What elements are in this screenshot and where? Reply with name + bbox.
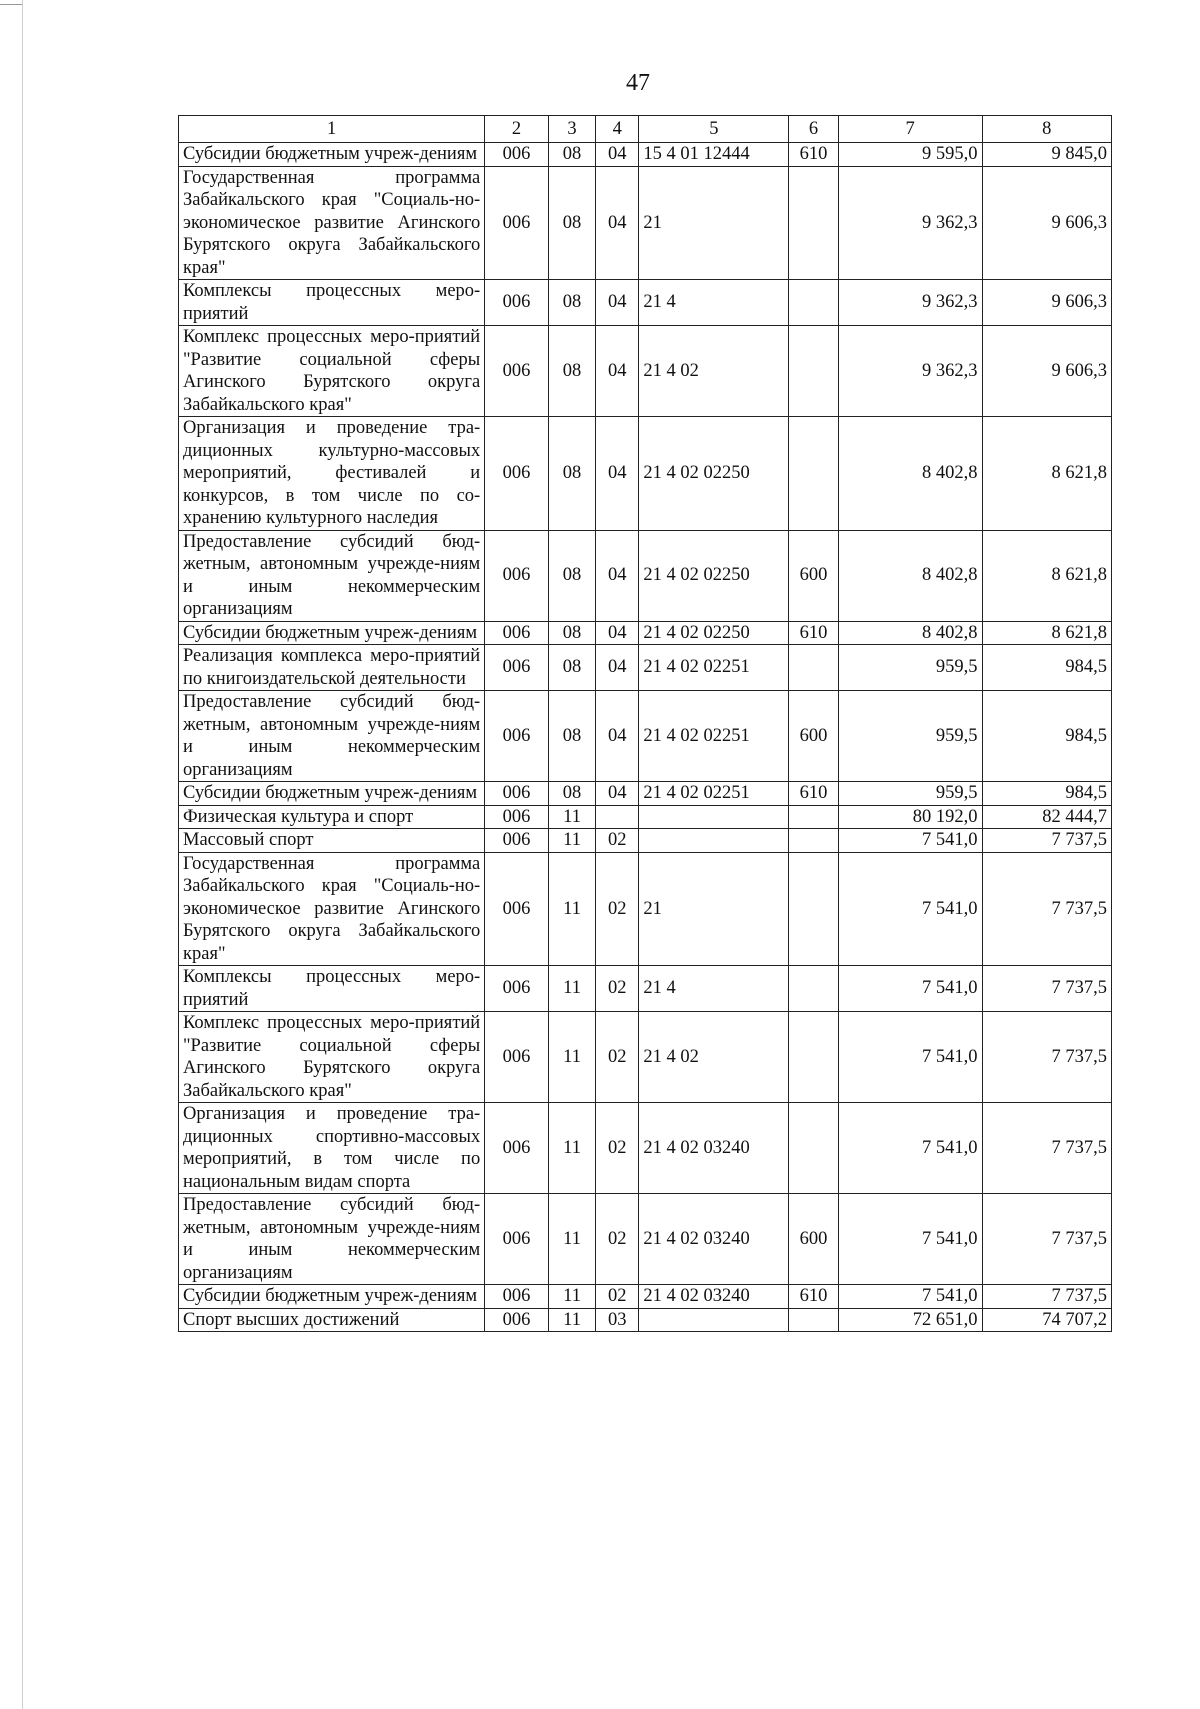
table-cell-subsection <box>596 805 639 829</box>
table-cell-amount-year2: 984,5 <box>982 691 1112 782</box>
table-cell-expense-type <box>789 1012 838 1103</box>
table-cell-name: Предоставление субсидий бюд-жетным, автономным учрежде-ниям и иным некоммерческим организациям <box>179 530 485 621</box>
table-cell-code: 006 <box>485 805 549 829</box>
table-cell-subsection: 04 <box>596 143 639 167</box>
table-cell-target-article: 21 4 02 03240 <box>639 1103 789 1194</box>
table-cell-subsection: 04 <box>596 645 639 691</box>
scan-corner-mark <box>0 4 22 5</box>
table-cell-subsection: 04 <box>596 166 639 280</box>
table-cell-code: 006 <box>485 280 549 326</box>
table-cell-amount-year1: 8 402,8 <box>838 530 982 621</box>
table-cell-target-article: 21 4 02 03240 <box>639 1194 789 1285</box>
table-cell-section: 08 <box>548 645 595 691</box>
table-row <box>179 1012 1112 1103</box>
table-cell-name: Субсидии бюджетным учреж-дениям <box>179 782 485 806</box>
table-cell-subsection: 02 <box>596 966 639 1012</box>
table-cell-target-article: 21 4 <box>639 966 789 1012</box>
table-cell-target-article: 21 4 02 02250 <box>639 621 789 645</box>
table-cell-expense-type: 610 <box>789 782 838 806</box>
header-col-8: 8 <box>982 116 1112 143</box>
table-cell-amount-year1: 959,5 <box>838 691 982 782</box>
table-cell-code: 006 <box>485 1285 549 1309</box>
table-cell-code: 006 <box>485 143 549 167</box>
table-cell-code: 006 <box>485 621 549 645</box>
table-cell-amount-year2: 984,5 <box>982 782 1112 806</box>
table-cell-subsection: 02 <box>596 1285 639 1309</box>
table-cell-amount-year2: 984,5 <box>982 645 1112 691</box>
table-cell-code: 006 <box>485 782 549 806</box>
table-cell-amount-year2: 74 707,2 <box>982 1308 1112 1332</box>
table-cell-target-article: 21 4 <box>639 280 789 326</box>
table-cell-amount-year1: 9 362,3 <box>838 280 982 326</box>
table-cell-amount-year1: 959,5 <box>838 782 982 806</box>
table-cell-amount-year1: 7 541,0 <box>838 1012 982 1103</box>
table-cell-subsection: 04 <box>596 326 639 417</box>
table-cell-name: Предоставление субсидий бюд-жетным, автономным учрежде-ниям и иным некоммерческим организациям <box>179 691 485 782</box>
table-cell-section: 11 <box>548 1308 595 1332</box>
table-cell-expense-type: 610 <box>789 143 838 167</box>
table-cell-subsection: 04 <box>596 417 639 531</box>
page-number: 47 <box>626 70 650 96</box>
table-cell-subsection: 02 <box>596 852 639 966</box>
table-row <box>179 1194 1112 1285</box>
table-cell-name: Спорт высших достижений <box>179 1308 485 1332</box>
table-cell-section: 11 <box>548 1194 595 1285</box>
table-cell-amount-year1: 80 192,0 <box>838 805 982 829</box>
header-col-1: 1 <box>179 116 485 143</box>
table-cell-amount-year2: 8 621,8 <box>982 621 1112 645</box>
table-cell-section: 11 <box>548 829 595 853</box>
table-cell-expense-type <box>789 852 838 966</box>
table-cell-expense-type: 600 <box>789 691 838 782</box>
table-cell-name: Комплекс процессных меро-приятий "Развитие социальной сферы Агинского Бурятского округа Забайкальского края" <box>179 1012 485 1103</box>
table-cell-amount-year1: 7 541,0 <box>838 1194 982 1285</box>
table-cell-code: 006 <box>485 645 549 691</box>
table-cell-subsection: 02 <box>596 1012 639 1103</box>
table-cell-target-article: 21 <box>639 852 789 966</box>
header-col-7: 7 <box>838 116 982 143</box>
header-col-3: 3 <box>548 116 595 143</box>
table-cell-name: Комплекс процессных меро-приятий "Развитие социальной сферы Агинского Бурятского округа Забайкальского края" <box>179 326 485 417</box>
budget-table <box>178 115 1112 1332</box>
table-cell-section: 08 <box>548 621 595 645</box>
table-cell-amount-year1: 9 595,0 <box>838 143 982 167</box>
header-col-2: 2 <box>485 116 549 143</box>
table-cell-target-article: 21 4 02 02251 <box>639 782 789 806</box>
table-cell-name: Государственная программа Забайкальского края "Социаль-но-экономическое развитие Агинского Бурятского округа Забайкальского края" <box>179 852 485 966</box>
table-cell-section: 11 <box>548 966 595 1012</box>
table-cell-name: Организация и проведение тра-диционных спортивно-массовых мероприятий, в том числе по национальным видам спорта <box>179 1103 485 1194</box>
table-cell-amount-year2: 7 737,5 <box>982 1103 1112 1194</box>
table-cell-amount-year2: 9 606,3 <box>982 326 1112 417</box>
table-cell-subsection: 04 <box>596 530 639 621</box>
header-col-5: 5 <box>639 116 789 143</box>
table-cell-code: 006 <box>485 691 549 782</box>
table-cell-section: 08 <box>548 280 595 326</box>
table-cell-expense-type <box>789 1308 838 1332</box>
column-number-header <box>179 116 1112 143</box>
table-cell-name: Государственная программа Забайкальского края "Социаль-но-экономическое развитие Агинского Бурятского округа Забайкальского края" <box>179 166 485 280</box>
table-row <box>179 417 1112 531</box>
table-cell-name: Реализация комплекса меро-приятий по книгоиздательской деятельности <box>179 645 485 691</box>
table-cell-expense-type <box>789 829 838 853</box>
table-row <box>179 326 1112 417</box>
table-cell-code: 006 <box>485 166 549 280</box>
table-cell-section: 08 <box>548 166 595 280</box>
table-cell-section: 08 <box>548 143 595 167</box>
table-cell-target-article: 21 4 02 02251 <box>639 691 789 782</box>
table-cell-target-article: 21 4 02 02250 <box>639 530 789 621</box>
table-row <box>179 966 1112 1012</box>
table-cell-amount-year2: 8 621,8 <box>982 417 1112 531</box>
table-cell-target-article <box>639 829 789 853</box>
table-cell-amount-year2: 9 845,0 <box>982 143 1112 167</box>
table-cell-amount-year1: 7 541,0 <box>838 1285 982 1309</box>
table-cell-target-article: 21 <box>639 166 789 280</box>
table-row <box>179 829 1112 853</box>
table-cell-code: 006 <box>485 966 549 1012</box>
table-cell-subsection: 02 <box>596 1103 639 1194</box>
table-cell-section: 08 <box>548 691 595 782</box>
table-cell-name: Субсидии бюджетным учреж-дениям <box>179 621 485 645</box>
table-cell-amount-year1: 9 362,3 <box>838 166 982 280</box>
table-cell-target-article: 15 4 01 12444 <box>639 143 789 167</box>
table-cell-section: 11 <box>548 1103 595 1194</box>
table-cell-code: 006 <box>485 1103 549 1194</box>
table-cell-amount-year1: 9 362,3 <box>838 326 982 417</box>
table-row <box>179 645 1112 691</box>
table-row <box>179 530 1112 621</box>
table-cell-code: 006 <box>485 417 549 531</box>
table-cell-amount-year2: 8 621,8 <box>982 530 1112 621</box>
table-cell-target-article <box>639 1308 789 1332</box>
table-cell-expense-type <box>789 326 838 417</box>
table-cell-target-article: 21 4 02 <box>639 326 789 417</box>
table-cell-code: 006 <box>485 852 549 966</box>
table-cell-subsection: 02 <box>596 829 639 853</box>
table-cell-expense-type <box>789 417 838 531</box>
scan-margin-line <box>22 0 23 1709</box>
table-cell-code: 006 <box>485 1012 549 1103</box>
table-cell-expense-type <box>789 966 838 1012</box>
table-cell-name: Физическая культура и спорт <box>179 805 485 829</box>
table-cell-target-article: 21 4 02 03240 <box>639 1285 789 1309</box>
table-row <box>179 691 1112 782</box>
table-cell-section: 08 <box>548 326 595 417</box>
table-cell-name: Комплексы процессных меро-приятий <box>179 280 485 326</box>
table-cell-name: Массовый спорт <box>179 829 485 853</box>
table-cell-amount-year2: 9 606,3 <box>982 166 1112 280</box>
table-cell-code: 006 <box>485 326 549 417</box>
table-cell-amount-year2: 82 444,7 <box>982 805 1112 829</box>
table-cell-section: 08 <box>548 417 595 531</box>
table-cell-expense-type <box>789 645 838 691</box>
table-cell-expense-type <box>789 805 838 829</box>
table-cell-subsection: 03 <box>596 1308 639 1332</box>
table-cell-amount-year1: 7 541,0 <box>838 852 982 966</box>
table-cell-amount-year1: 7 541,0 <box>838 829 982 853</box>
table-cell-amount-year1: 7 541,0 <box>838 1103 982 1194</box>
table-cell-target-article: 21 4 02 02251 <box>639 645 789 691</box>
table-cell-amount-year2: 7 737,5 <box>982 966 1112 1012</box>
table-row <box>179 1308 1112 1332</box>
table-cell-amount-year2: 9 606,3 <box>982 280 1112 326</box>
table-cell-section: 08 <box>548 530 595 621</box>
table-cell-target-article <box>639 805 789 829</box>
table-row <box>179 782 1112 806</box>
table-cell-name: Организация и проведение тра-диционных культурно-массовых мероприятий, фестивалей и конкурсов, в том числе по со-хранению культурного наследия <box>179 417 485 531</box>
table-row <box>179 1103 1112 1194</box>
table-cell-code: 006 <box>485 1194 549 1285</box>
table-cell-amount-year2: 7 737,5 <box>982 1194 1112 1285</box>
table-row <box>179 1285 1112 1309</box>
table-cell-amount-year2: 7 737,5 <box>982 829 1112 853</box>
table-cell-subsection: 04 <box>596 621 639 645</box>
header-col-6: 6 <box>789 116 838 143</box>
table-cell-amount-year1: 959,5 <box>838 645 982 691</box>
table-cell-amount-year1: 7 541,0 <box>838 966 982 1012</box>
table-cell-section: 11 <box>548 852 595 966</box>
table-cell-amount-year1: 8 402,8 <box>838 417 982 531</box>
table-cell-expense-type: 600 <box>789 1194 838 1285</box>
table-cell-section: 11 <box>548 805 595 829</box>
header-col-4: 4 <box>596 116 639 143</box>
table-row <box>179 852 1112 966</box>
table-cell-expense-type <box>789 166 838 280</box>
table-cell-amount-year2: 7 737,5 <box>982 852 1112 966</box>
table-cell-expense-type: 610 <box>789 1285 838 1309</box>
table-cell-amount-year2: 7 737,5 <box>982 1012 1112 1103</box>
table-body <box>179 116 1112 1332</box>
table-row <box>179 166 1112 280</box>
table-row <box>179 143 1112 167</box>
table-cell-amount-year1: 8 402,8 <box>838 621 982 645</box>
table-cell-name: Субсидии бюджетным учреж-дениям <box>179 143 485 167</box>
table-cell-subsection: 04 <box>596 280 639 326</box>
table-cell-section: 11 <box>548 1285 595 1309</box>
table-row <box>179 805 1112 829</box>
table-cell-section: 11 <box>548 1012 595 1103</box>
table-cell-expense-type <box>789 280 838 326</box>
table-cell-target-article: 21 4 02 02250 <box>639 417 789 531</box>
table-cell-amount-year1: 72 651,0 <box>838 1308 982 1332</box>
table-cell-target-article: 21 4 02 <box>639 1012 789 1103</box>
table-cell-expense-type: 600 <box>789 530 838 621</box>
table-cell-section: 08 <box>548 782 595 806</box>
table-cell-code: 006 <box>485 530 549 621</box>
table-cell-subsection: 04 <box>596 691 639 782</box>
table-cell-name: Комплексы процессных меро-приятий <box>179 966 485 1012</box>
table-cell-subsection: 04 <box>596 782 639 806</box>
table-cell-subsection: 02 <box>596 1194 639 1285</box>
table-cell-code: 006 <box>485 829 549 853</box>
table-cell-expense-type <box>789 1103 838 1194</box>
table-cell-name: Предоставление субсидий бюд-жетным, автономным учрежде-ниям и иным некоммерческим организациям <box>179 1194 485 1285</box>
table-row <box>179 280 1112 326</box>
table-cell-name: Субсидии бюджетным учреж-дениям <box>179 1285 485 1309</box>
table-cell-expense-type: 610 <box>789 621 838 645</box>
table-cell-amount-year2: 7 737,5 <box>982 1285 1112 1309</box>
table-cell-code: 006 <box>485 1308 549 1332</box>
table-row <box>179 621 1112 645</box>
